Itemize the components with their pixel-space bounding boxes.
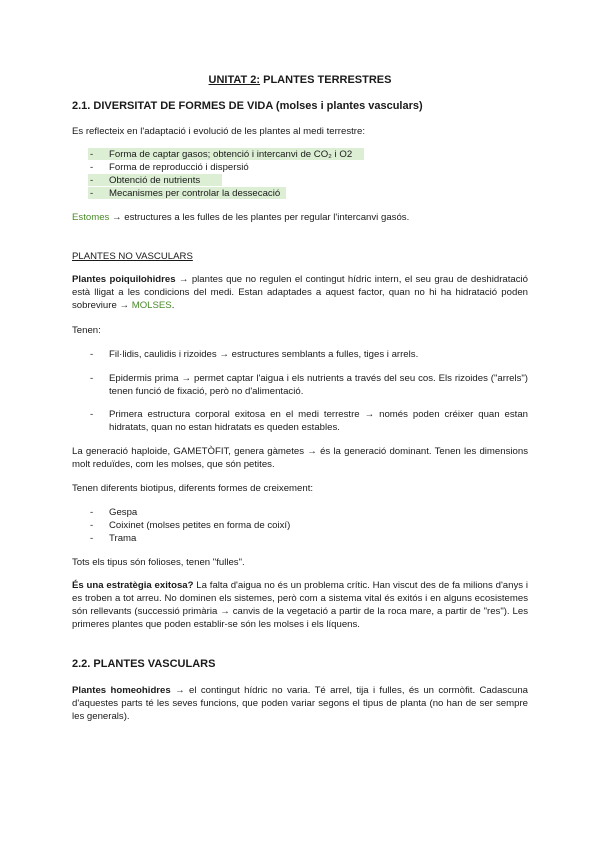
homeohidres-text: → el contingut hídric no varia. Té arrel, tija i fulles, és un cormòfit. Cadascuna d'aquestes parts té les seves funcions, que poden variar segons el tipus de planta (no han de ser sempre les generals). — [72, 685, 529, 722]
exitosa-text: La falta d'aigua no és un problema crític. Han viscut des de fa milions d'anys i es troben a tot arreu. No dominen els sistemes, però com a sistema vital és exitós i en alguns ecosistemes són rellevants (successió primària → canvis de la vegetació a partir de la roca mare, a partir de "res"). Les primeres plantes que poden establir-se són les molses i els líquens. — [72, 580, 528, 630]
list-dash: - — [90, 409, 94, 420]
list-item: Epidermis prima → permet captar l'aigua i els nutrients a través del seu cos. Els rizoides ("arrels") tenen funció de fixació, però no d'alimentació. — [109, 373, 528, 397]
list-dash: - — [90, 188, 94, 199]
section-heading-2-1: 2.1. DIVERSITAT DE FORMES DE VIDA (molses i plantes vasculars) — [72, 100, 423, 112]
exitosa-question: És una estratègia exitosa? — [72, 580, 194, 591]
list-dash: - — [90, 162, 94, 173]
list-item: Gespa — [109, 507, 138, 518]
exitosa-paragraph — [72, 579, 528, 631]
tenen-label: Tenen: — [72, 325, 101, 336]
list-dash: - — [90, 149, 94, 160]
list-item: Trama — [109, 533, 137, 544]
unit-title-prefix: UNITAT 2: — [208, 74, 261, 86]
homeohidres-paragraph — [72, 684, 528, 723]
molses-end: . — [171, 300, 175, 311]
list-dash: - — [90, 520, 94, 531]
poiquilohidres-text: → plantes que no regulen el contingut hídric intern, el seu grau de deshidratació està lligat a les condicions del medi. Estan adaptades a aquest factor, quan no hi ha hidratació poden sobreviure → — [72, 274, 528, 311]
section-heading-2-2: 2.2. PLANTES VASCULARS — [72, 658, 216, 670]
list-item: Obtenció de nutrients — [109, 175, 201, 186]
molses-term: MOLSES — [131, 300, 172, 311]
list-item: Fil·lidis, caulidis i rizoides → estructures semblants a fulles, tiges i arrels. — [109, 349, 419, 360]
list-dash: - — [90, 175, 94, 186]
homeohidres-term: Plantes homeohidres — [72, 685, 171, 696]
estomes-text: → estructures a les fulles de les plantes per regular l'intercanvi gasós. — [109, 212, 410, 223]
folioses-paragraph: Tots els tipus són folioses, tenen "fulles". — [72, 557, 245, 568]
list-item: Coixinet (molses petites en forma de coixí) — [109, 520, 291, 531]
list-item: Mecanismes per controlar la dessecació — [109, 188, 281, 199]
list-dash: - — [90, 533, 94, 544]
list-item: Forma de reproducció i dispersió — [109, 162, 249, 173]
list-item: Primera estructura corporal exitosa en el medi terrestre → només poden créixer quan estan hidratats, quan no estan hidratats es queden estables. — [109, 409, 528, 433]
gametofit-paragraph: La generació haploide, GAMETÒFIT, genera gàmetes → és la generació dominant. Tenen les dimensions molt reduïdes, com les molses, que són petites. — [72, 446, 528, 470]
estomes-term: Estomes — [72, 212, 110, 223]
no-vasculars-heading: PLANTES NO VASCULARS — [72, 251, 193, 262]
estomes-definition — [72, 211, 528, 224]
unit-title-rest: PLANTES TERRESTRES — [260, 74, 392, 86]
section-intro: Es reflecteix en l'adaptació i evolució de les plantes al medi terrestre: — [72, 126, 365, 137]
list-dash: - — [90, 507, 94, 518]
poiquilohidres-paragraph — [72, 273, 528, 312]
list-dash: - — [90, 349, 94, 360]
list-item: Forma de captar gasos; obtenció i intercanvi de CO₂ i O2 — [109, 149, 353, 160]
biotipus-intro: Tenen diferents biotipus, diferents formes de creixement: — [72, 483, 314, 494]
unit-title — [0, 74, 600, 87]
poiquilohidres-term: Plantes poiquilohidres — [72, 274, 176, 285]
subsection-heading-no-vasculars — [72, 250, 193, 263]
list-dash: - — [90, 373, 94, 384]
